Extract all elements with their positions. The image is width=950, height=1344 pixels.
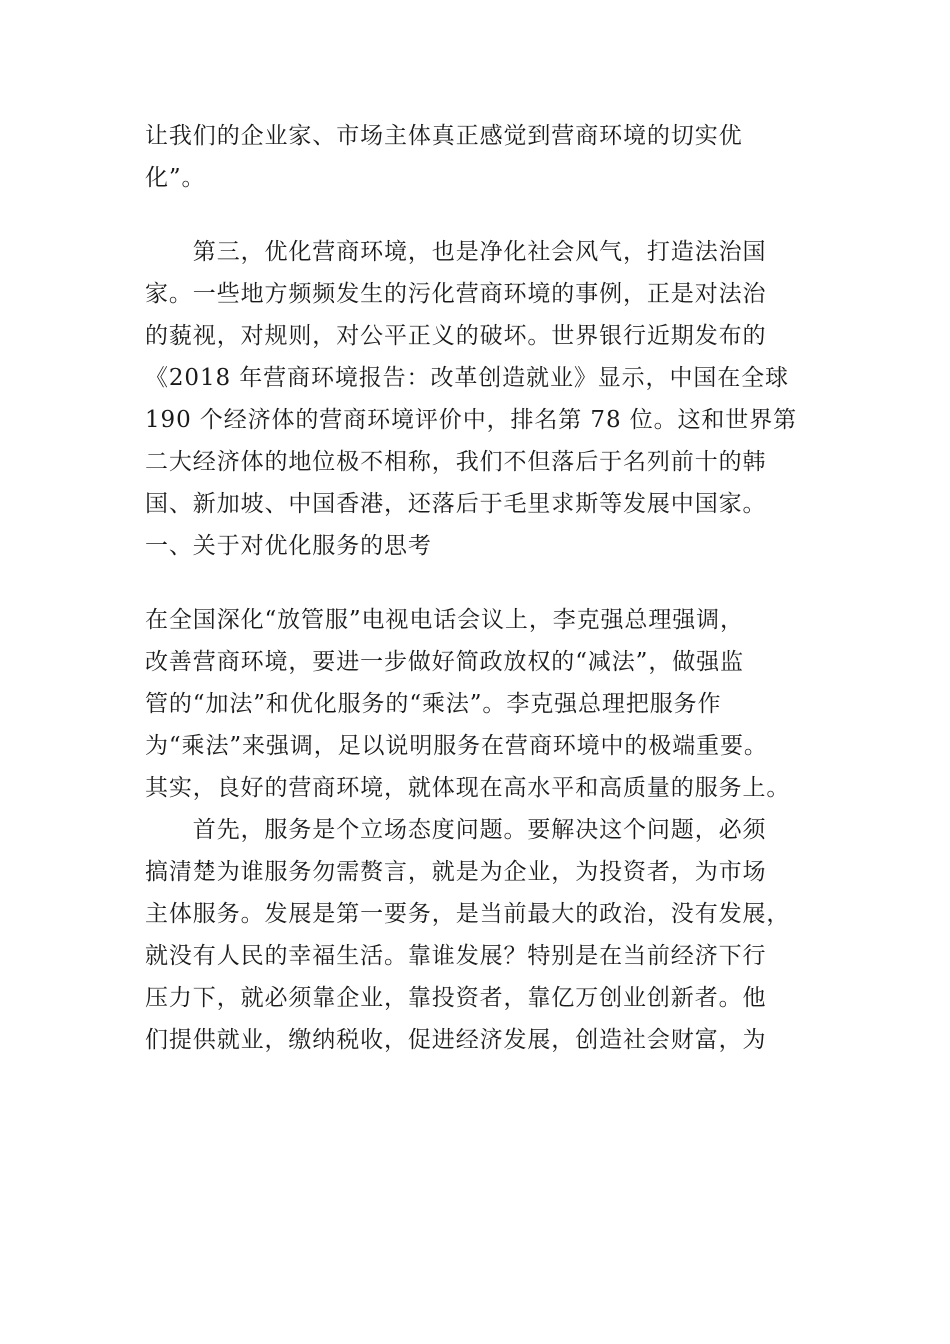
- document-page: [145, 115, 810, 1061]
- text-line: 第三，优化营商环境，也是净化社会风气，打造法治国: [145, 239, 767, 265]
- section-heading: 一、关于对优化服务的思考: [145, 533, 432, 559]
- paragraph-gap: [145, 199, 810, 231]
- text-line: 主体服务。发展是第一要务，是当前最大的政治，没有发展，: [145, 901, 791, 927]
- text-line: 压力下，就必须靠企业，靠投资者，靠亿万创业创新者。他: [145, 985, 767, 1011]
- text-line: 就没有人民的幸福生活。靠谁发展？特别是在当前经济下行: [145, 943, 767, 969]
- text-line: 们提供就业，缴纳税收，促进经济发展，创造社会财富，为: [145, 1027, 767, 1053]
- text-line: 190 个经济体的营商环境评价中，排名第 78 位。这和世界第: [145, 407, 797, 433]
- text-line: 的藐视，对规则，对公平正义的破坏。世界银行近期发布的: [145, 323, 767, 349]
- text-line: 管的“加法”和优化服务的“乘法”。李克强总理把服务作: [145, 691, 722, 717]
- text-line: 国、新加坡、中国香港，还落后于毛里求斯等发展中国家。: [145, 491, 767, 517]
- text-line: 改善营商环境，要进一步做好简政放权的“减法”，做强监: [145, 649, 744, 675]
- text-line: 家。一些地方频频发生的污化营商环境的事例，正是对法治: [145, 281, 767, 307]
- paragraph-service: [145, 599, 810, 1061]
- text-line: 二大经济体的地位极不相称，我们不但落后于名列前十的韩: [145, 449, 767, 475]
- text-line: 搞清楚为谁服务勿需赘言，就是为企业，为投资者，为市场: [145, 859, 767, 885]
- text-line: 化”。: [145, 165, 206, 191]
- text-line: 其实，良好的营商环境，就体现在高水平和高质量的服务上。: [145, 775, 791, 801]
- text-line: 让我们的企业家、市场主体真正感觉到营商环境的切实优: [145, 123, 743, 149]
- paragraph-gap: [145, 567, 810, 599]
- text-line: 在全国深化“放管服”电视电话会议上，李克强总理强调，: [145, 607, 744, 633]
- text-line: 首先，服务是个立场态度问题。要解决这个问题，必须: [145, 817, 767, 843]
- text-line: 《2018 年营商环境报告：改革创造就业》显示，中国在全球: [145, 365, 789, 391]
- paragraph-continuation: [145, 115, 810, 199]
- text-line: 为“乘法”来强调，足以说明服务在营商环境中的极端重要。: [145, 733, 768, 759]
- paragraph-third-point: [145, 231, 810, 567]
